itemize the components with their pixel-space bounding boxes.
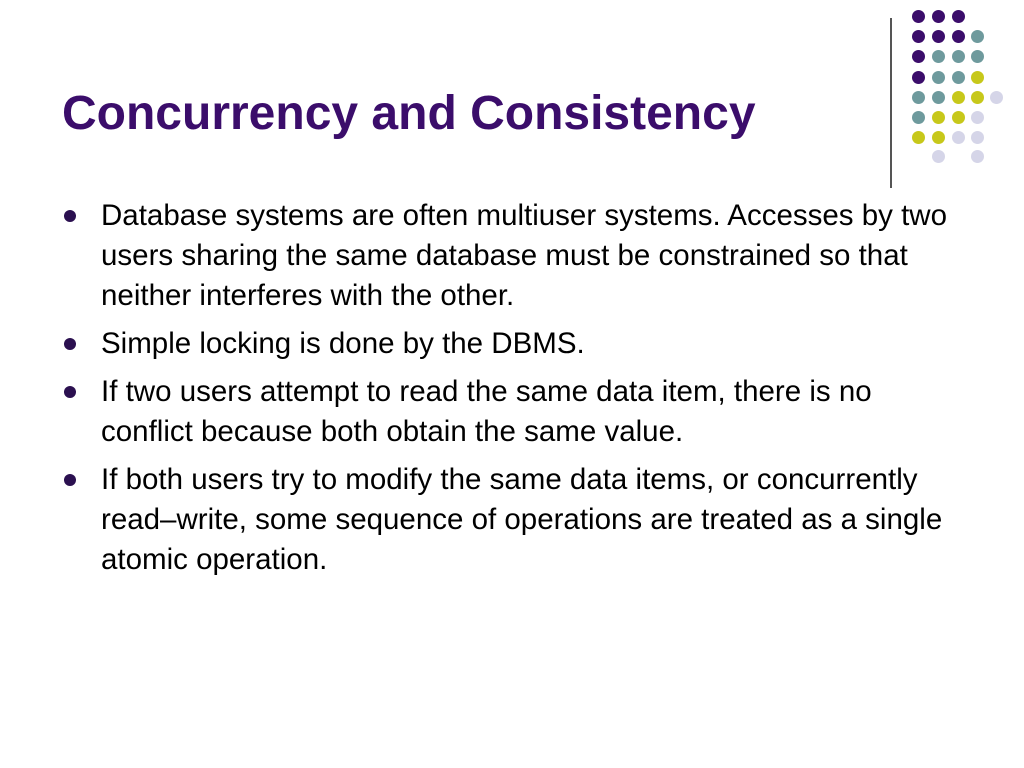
decorative-dot — [952, 131, 965, 144]
bullet-text: Simple locking is done by the DBMS. — [101, 327, 585, 360]
decorative-dot — [952, 91, 965, 104]
decorative-dot — [932, 30, 945, 43]
bullet-dot-icon — [64, 210, 76, 222]
bullet-text: If both users try to modify the same data items, or concurrently read–write, some sequence of operations are treated as a single atomic operation. — [101, 463, 943, 576]
bullet-item — [64, 196, 964, 316]
decorative-dot — [971, 131, 984, 144]
decorative-dot — [932, 91, 945, 104]
decorative-dot — [912, 111, 925, 124]
decorative-dot — [971, 150, 984, 163]
bullet-item — [64, 460, 964, 580]
decorative-dot — [952, 71, 965, 84]
decorative-dot — [912, 91, 925, 104]
decorative-dot — [932, 10, 945, 23]
decorative-dot — [990, 91, 1003, 104]
bullet-item — [64, 372, 964, 452]
decorative-dot — [971, 91, 984, 104]
decorative-dot — [912, 10, 925, 23]
decorative-dot — [932, 71, 945, 84]
bullet-item — [64, 324, 964, 364]
decorative-dot — [971, 30, 984, 43]
decorative-dot — [952, 10, 965, 23]
bullet-dot-icon — [64, 338, 76, 350]
decorative-dot — [952, 50, 965, 63]
bullet-dot-icon — [64, 386, 76, 398]
bullet-text: If two users attempt to read the same data item, there is no conflict because both obtain the same value. — [101, 375, 872, 448]
decorative-dot — [971, 111, 984, 124]
decorative-dot — [932, 150, 945, 163]
decorative-dot — [971, 50, 984, 63]
decorative-dot — [912, 131, 925, 144]
decorative-dot — [952, 111, 965, 124]
bullet-text: Database systems are often multiuser systems. Accesses by two users sharing the same database must be constrained so that neither interferes with the other. — [101, 199, 947, 312]
decorative-dot — [932, 111, 945, 124]
decorative-dot — [912, 71, 925, 84]
decorative-dot — [912, 50, 925, 63]
bullet-dot-icon — [64, 474, 76, 486]
decorative-dot — [912, 30, 925, 43]
decorative-dot — [932, 50, 945, 63]
title-divider-line — [890, 18, 892, 188]
decorative-dot — [952, 30, 965, 43]
decorative-dot — [971, 71, 984, 84]
decorative-dot — [932, 131, 945, 144]
bullet-list — [64, 196, 964, 588]
slide-title: Concurrency and Consistency — [62, 87, 756, 140]
